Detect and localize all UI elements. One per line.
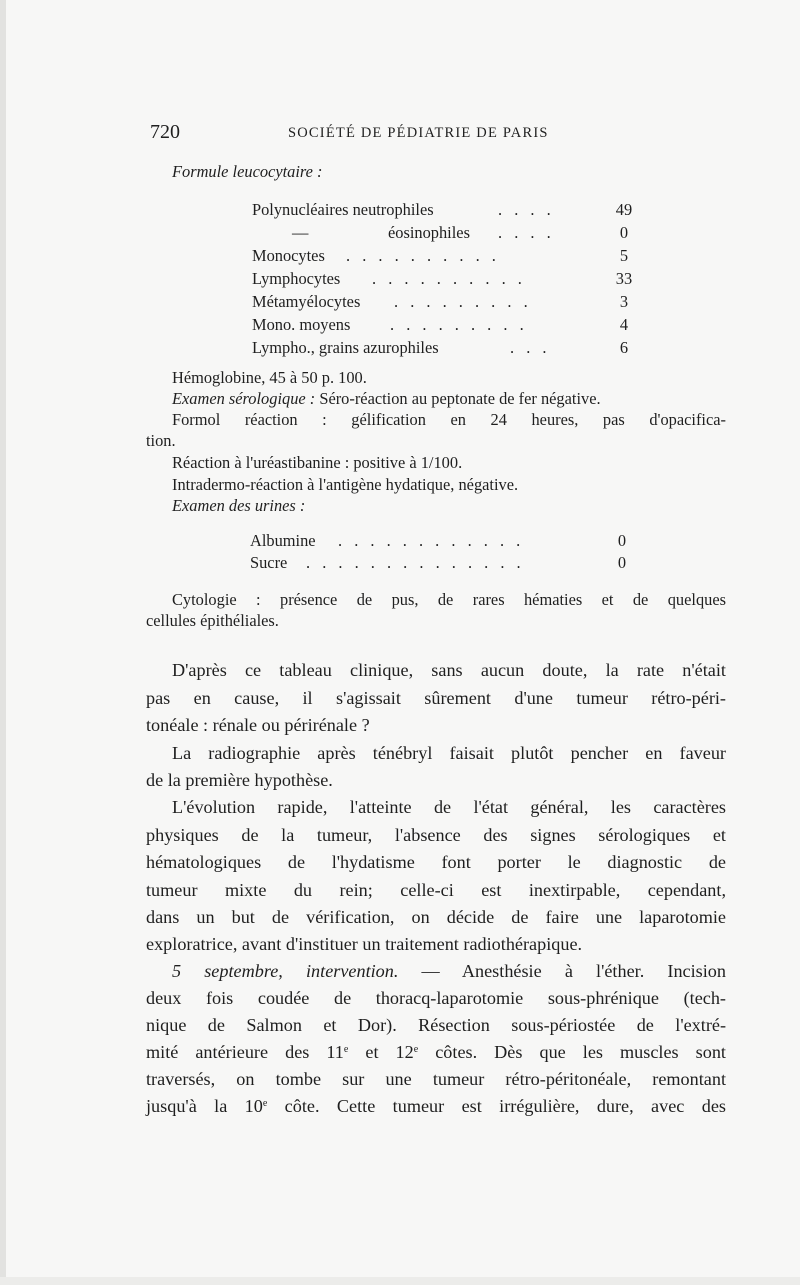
body-line: D'après ce tableau clinique, sans aucun doute, la rate n'était xyxy=(172,660,726,680)
ureastib-line: Réaction à l'uréastibanine : positive à 1/100. xyxy=(172,453,463,472)
urines-heading: Examen des urines : xyxy=(172,496,306,515)
table-row xyxy=(0,338,800,362)
scan-edge xyxy=(0,0,6,1285)
body-line: hématologiques de l'hydatisme font porter le diagnostic de xyxy=(146,852,726,872)
row-dots: . . . . xyxy=(498,200,555,219)
row-dots: . . . . . . . . . . . . xyxy=(338,531,525,550)
body-line-end: exploratrice, avant d'instituer un traitement radiothérapique. xyxy=(146,934,583,954)
body-line: pas en cause, il s'agissait sûrement d'une tumeur rétro-péri- xyxy=(146,688,726,708)
row-value: 49 xyxy=(615,200,633,219)
row-value: 3 xyxy=(619,292,629,311)
body-line-end: de la première hypothèse. xyxy=(146,770,333,790)
row-dots: . . . . . . . . . xyxy=(394,292,532,311)
body-line-end: tonéale : rénale ou périrénale ? xyxy=(146,715,370,735)
row-dots: . . . xyxy=(510,338,551,357)
body-line: nique de Salmon et Dor). Résection sous-périostée de l'extré- xyxy=(146,1015,726,1035)
row-dots: . . . . xyxy=(498,223,555,242)
row-dots: . . . . . . . . . . xyxy=(346,246,500,265)
body-line: dans un but de vérification, on décide de faire une laparotomie xyxy=(146,907,726,927)
table-row xyxy=(0,315,800,339)
body-line: traversés, on tombe sur une tumeur rétro-péritonéale, remontant xyxy=(146,1069,726,1089)
row-dots: . . . . . . . . . xyxy=(390,315,528,334)
row-value: 4 xyxy=(619,315,629,334)
body-line xyxy=(146,1042,726,1063)
row-value: 33 xyxy=(615,269,633,288)
formol-line-end: tion. xyxy=(146,431,176,450)
hemoglobine-line: Hémoglobine, 45 à 50 p. 100. xyxy=(172,368,367,387)
sero-label: Examen sérologique : xyxy=(172,389,316,408)
sero-line xyxy=(172,389,601,409)
body-line: La radiographie après ténébryl faisait plutôt pencher en faveur xyxy=(172,743,726,763)
row-label: Mono. moyens xyxy=(252,315,351,334)
cytologie-line: Cytologie : présence de pus, de rares hématies et de quelques xyxy=(172,590,726,609)
row-label: Polynucléaires neutrophiles xyxy=(252,200,434,219)
body-line: L'évolution rapide, l'atteinte de l'état général, les caractères xyxy=(172,797,726,817)
formol-line: Formol réaction : gélification en 24 heures, pas d'opacifica- xyxy=(172,410,726,429)
body-line: physiques de la tumeur, l'absence des signes sérologiques et xyxy=(146,825,726,845)
row-value: 6 xyxy=(619,338,629,357)
body-text: jusqu'à la 10 xyxy=(146,1096,263,1116)
table-row xyxy=(0,531,800,555)
ditto-dash: — xyxy=(292,223,309,242)
row-dots: . . . . . . . . . . xyxy=(372,269,526,288)
superscript: e xyxy=(343,1044,349,1055)
body-line: deux fois coudée de thoracq-laparotomie sous-phrénique (tech- xyxy=(146,988,726,1008)
body-text: mité antérieure des 11 xyxy=(146,1042,344,1062)
row-value: 0 xyxy=(617,553,627,572)
formule-heading: Formule leucocytaire : xyxy=(172,162,323,181)
body-text: côte. Cette tumeur est irrégulière, dure, avec des xyxy=(267,1096,726,1116)
row-label: Lympho., grains azurophiles xyxy=(252,338,439,357)
intradermo-line: Intradermo-réaction à l'antigène hydatique, négative. xyxy=(172,475,519,494)
row-label: Sucre xyxy=(250,553,288,572)
scan-edge-bottom xyxy=(0,1277,800,1285)
body-text: et 12 xyxy=(348,1042,414,1062)
row-value: 5 xyxy=(619,246,629,265)
table-row xyxy=(0,223,800,247)
superscript: e xyxy=(413,1044,419,1055)
row-dots: . . . . . . . . . . . . . . xyxy=(306,553,525,572)
row-label: Lymphocytes xyxy=(252,269,341,288)
row-label: éosinophiles xyxy=(388,223,470,242)
body-text: — Anesthésie à l'éther. Incision xyxy=(398,961,726,981)
body-text: côtes. Dès que les muscles sont xyxy=(418,1042,726,1062)
superscript: e xyxy=(262,1098,268,1109)
table-row xyxy=(0,200,800,224)
table-row xyxy=(0,292,800,316)
page-number: 720 xyxy=(150,121,180,143)
row-label: Monocytes xyxy=(252,246,325,265)
table-row xyxy=(0,269,800,293)
table-row xyxy=(0,246,800,270)
cytologie-line-end: cellules épithéliales. xyxy=(146,611,279,630)
row-label: Albumine xyxy=(250,531,316,550)
body-line xyxy=(146,1096,726,1117)
row-value: 0 xyxy=(617,531,627,550)
running-title: SOCIÉTÉ DE PÉDIATRIE DE PARIS xyxy=(288,125,549,141)
table-row xyxy=(0,553,800,577)
date-italic: 5 septembre, intervention. xyxy=(172,961,399,981)
row-value: 0 xyxy=(619,223,629,242)
row-label: Métamyélocytes xyxy=(252,292,361,311)
body-line: tumeur mixte du rein; celle-ci est inextirpable, cependant, xyxy=(146,880,726,900)
sero-text: Séro-réaction au peptonate de fer négative. xyxy=(315,389,601,408)
body-line xyxy=(172,961,726,982)
